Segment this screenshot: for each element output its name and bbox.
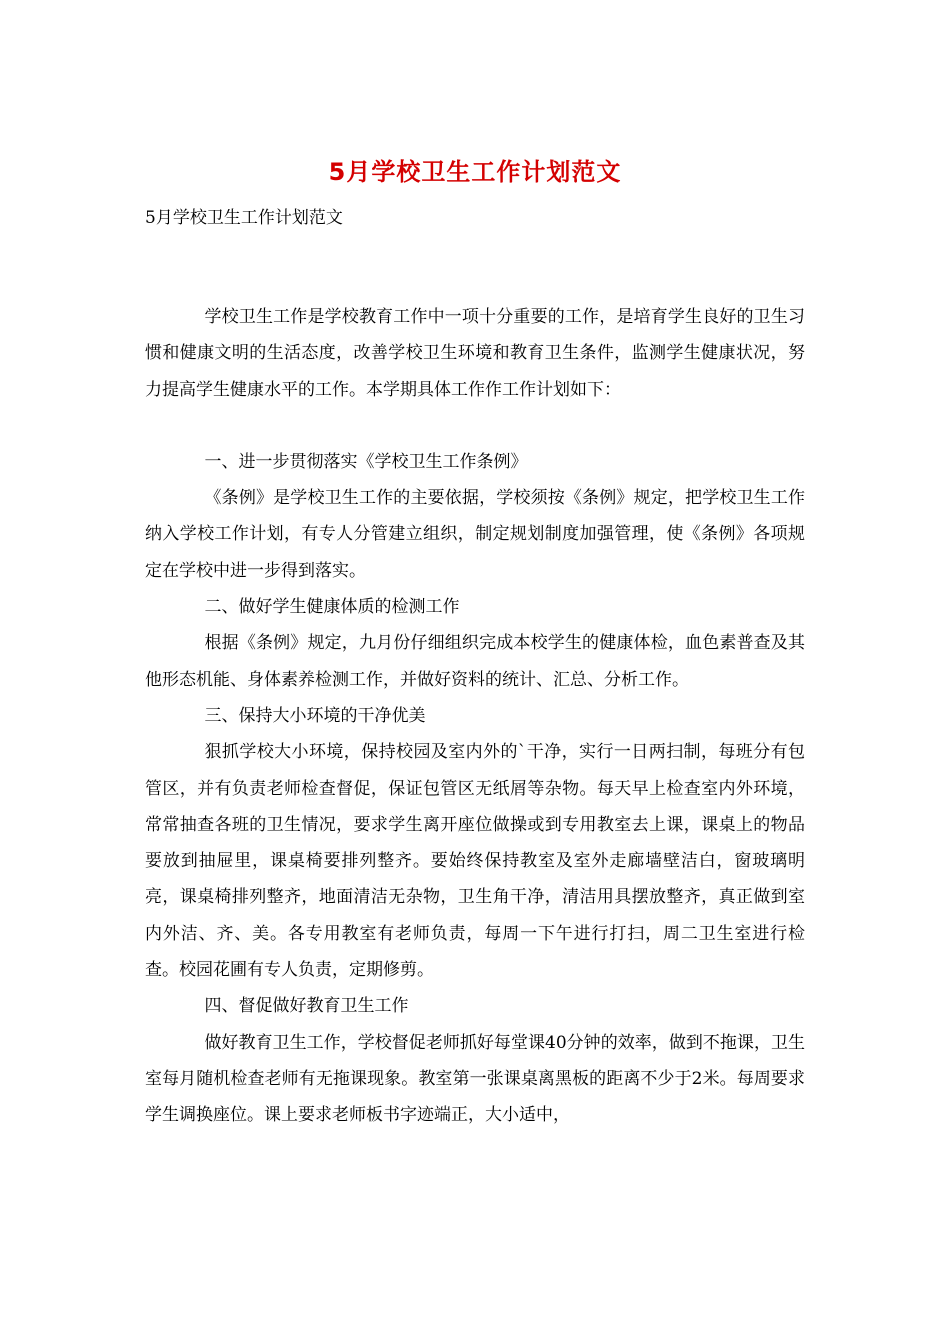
section-heading-1: 一、进一步贯彻落实《学校卫生工作条例》 [204, 451, 528, 472]
paragraph-gap [145, 408, 805, 444]
section-text-1: 《条例》是学校卫生工作的主要依据，学校须按《条例》规定，把学校卫生工作纳入学校工作计划，有专人分管建立组织，制定规划制度加强管理，使《条例》各项规定在学校中进一步得到落实。 [145, 488, 805, 581]
section-heading-2: 二、做好学生健康体质的检测工作 [204, 597, 460, 618]
document-subtitle: 5月学校卫生工作计划范文 [145, 208, 343, 228]
document-body [145, 299, 805, 1134]
section-text-2: 根据《条例》规定，九月份仔细组织完成本校学生的健康体检，血色素普查及其他形态机能、身体素养检测工作，并做好资料的统计、汇总、分析工作。 [145, 633, 805, 690]
section-heading-4: 四、督促做好教育卫生工作 [204, 996, 409, 1017]
section-text-4: 做好教育卫生工作，学校督促老师抓好每堂课40分钟的效率，做到不拖课，卫生室每月随机检查老师有无拖课现象。教室第一张课桌离黑板的距离不少于2米。每周要求学生调换座位。课上要求老师板书字迹端正，大小适中， [145, 1032, 805, 1126]
document-title: 5月学校卫生工作计划范文 [328, 158, 622, 186]
section-heading-3: 三、保持大小环境的干净优美 [204, 705, 426, 726]
section-text-3: 狠抓学校大小环境，保持校园及室内外的`干净，实行一日两扫制，每班分有包管区，并有负责老师检查督促，保证包管区无纸屑等杂物。每天早上检查室内外环境，常常抽查各班的卫生情况，要求学生离开座位做操或到专用教室去上课，课桌上的物品要放到抽屉里，课桌椅要排列整齐。要始终保持教室及室外走廊墙壁洁白，窗玻璃明亮，课桌椅排列整齐，地面清洁无杂物，卫生角干净，清洁用具摆放整齐，真正做到室内外洁、齐、美。各专用教室有老师负责，每周一下午进行打扫，周二卫生室进行检查。校园花圃有专人负责，定期修剪。 [145, 742, 805, 981]
intro-paragraph: 学校卫生工作是学校教育工作中一项十分重要的工作，是培育学生良好的卫生习惯和健康文明的生活态度，改善学校卫生环境和教育卫生条件，监测学生健康状况，努力提高学生健康水平的工作。本学期具体工作作工作计划如下： [145, 307, 805, 400]
